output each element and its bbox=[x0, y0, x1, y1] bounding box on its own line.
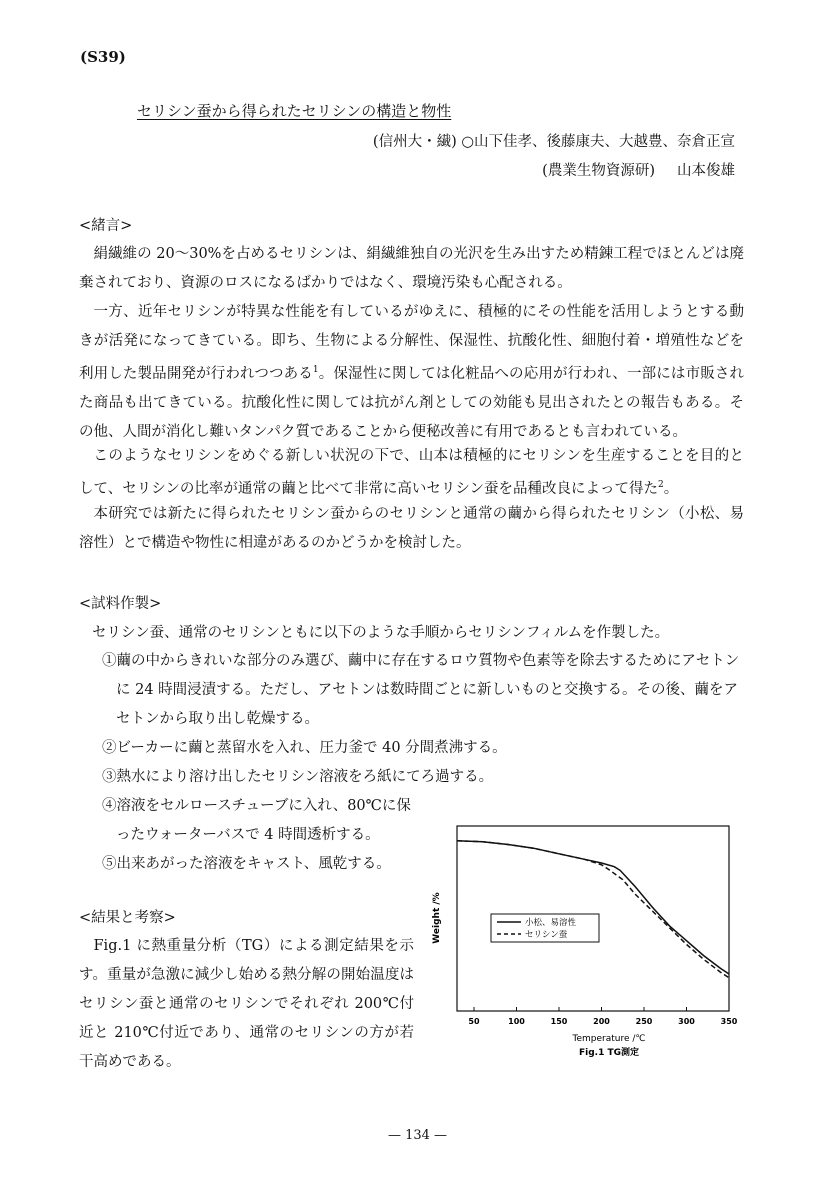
authors-line-2 bbox=[542, 159, 735, 180]
prep-step: ⑤出来あがった溶液をキャスト、風乾する。 bbox=[102, 856, 391, 872]
intro-p2-text-a: 一方、近年セリシンが特異な性能を有しているがゆえに、積極的にその性能を活用しようとする動きが活発になってきている。即ち、生物による分解性、保湿性、抗酸化性、細胞付着・増殖性などを利用した製品開発が行われつつある bbox=[79, 304, 744, 382]
author-name: 山本俊雄 bbox=[677, 163, 735, 179]
x-tick-label: 350 bbox=[720, 1017, 738, 1026]
prep-step: ③熱水により溶け出したセリシン溶液をろ紙にてろ過する。 bbox=[102, 769, 494, 785]
x-tick-label: 250 bbox=[635, 1017, 653, 1026]
session-code: (S39) bbox=[80, 48, 126, 66]
page-number: — 134 — bbox=[387, 1128, 448, 1143]
intro-paragraph-4: 本研究では新たに得られたセリシン蚕からのセリシンと通常の繭から得られたセリシン（小松、易溶性）とで構造や物性に相違があるのかどうかを検討した。 bbox=[79, 506, 744, 551]
x-tick-label: 150 bbox=[550, 1017, 568, 1026]
prep-step: ②ビーカーに繭と蒸留水を入れ、圧力釜で 40 分間煮沸する。 bbox=[102, 740, 507, 756]
series-line-sericin-silkworm bbox=[457, 841, 729, 978]
x-tick-label: 100 bbox=[508, 1017, 525, 1026]
intro-paragraph-1: 絹繊維の 20～30%を占めるセリシンは、絹繊維独自の光沢を生み出すため精錬工程でほとんどは廃棄されており、資源のロスになるばかりではなく、環境汚染も心配される。 bbox=[79, 246, 744, 291]
results-heading: <結果と考察> bbox=[79, 910, 176, 926]
reference-1: 1 bbox=[312, 365, 319, 375]
prep-intro: セリシン蚕、通常のセリシンともに以下のような手順からセリシンフィルムを作製した。 bbox=[92, 625, 670, 641]
affiliation: (農業生物資源研) bbox=[542, 163, 655, 179]
prep-step: ④溶液をセルロースチューブに入れ、80℃に保ったウォーターバスで 4 時間透析する。 bbox=[102, 798, 411, 843]
prep-heading: <試料作製> bbox=[79, 596, 162, 612]
reference-2: 2 bbox=[657, 480, 664, 490]
legend bbox=[491, 914, 599, 942]
legend-label-komatsu: 小松、易溶性 bbox=[525, 918, 577, 928]
x-tick-label: 50 bbox=[468, 1017, 480, 1026]
prep-step: ①繭の中からきれいな部分のみ選び、繭中に存在するロウ質物や色素等を除去するためにアセトンに 24 時間浸漬する。ただし、アセトンは数時間ごとに新しいものと交換する。その後、繭をアセトンから取り出し乾燥する。 bbox=[102, 653, 740, 727]
x-tick-label: 300 bbox=[678, 1017, 695, 1026]
intro-paragraph-2 bbox=[79, 298, 744, 447]
tg-chart bbox=[425, 818, 745, 1073]
y-axis-label: Weight /% bbox=[432, 892, 442, 944]
results-paragraph: Fig.1 に熱重量分析（TG）による測定結果を示す。重量が急激に減少し始める熱分解の開始温度はセリシン蚕と通常のセリシンでそれぞれ 200℃付近と 210℃付近であり、通常のセリシンの方が若干高めである。 bbox=[79, 938, 414, 1070]
intro-p3-text-b: 。 bbox=[663, 480, 679, 497]
intro-p2-text-b: 。保湿性に関しては化粧品への応用が行われ、一部には市販された商品も出てきている。抗酸化性に関しては抗がん剤としての効能も見出されたとの報告もある。その他、人間が消化し難いタンパク質であることから便秘改善に有用であるとも言われている。 bbox=[79, 365, 744, 440]
x-axis-label: Temperature /℃ bbox=[572, 1034, 646, 1044]
legend-label-sericin-silkworm: セリシン蚕 bbox=[525, 930, 568, 940]
figure-caption: Fig.1 TG測定 bbox=[578, 1048, 640, 1058]
intro-p3-text-a: このようなセリシンをめぐる新しい状況の下で、山本は積極的にセリシンを生産することを目的として、セリシンの比率が通常の繭と比べて非常に高いセリシン蚕を品種改良によって得た bbox=[79, 448, 744, 497]
paper-title: セリシン蚕から得られたセリシンの構造と物性 bbox=[137, 102, 452, 120]
authors-line-1: (信州大・繊) ○山下佳孝、後藤康夫、大越豊、奈倉正宣 bbox=[372, 134, 735, 150]
intro-heading: <緒言> bbox=[79, 218, 133, 234]
x-tick-label: 200 bbox=[593, 1017, 610, 1026]
intro-paragraph-3 bbox=[79, 442, 744, 504]
series-line-komatsu bbox=[457, 841, 729, 974]
